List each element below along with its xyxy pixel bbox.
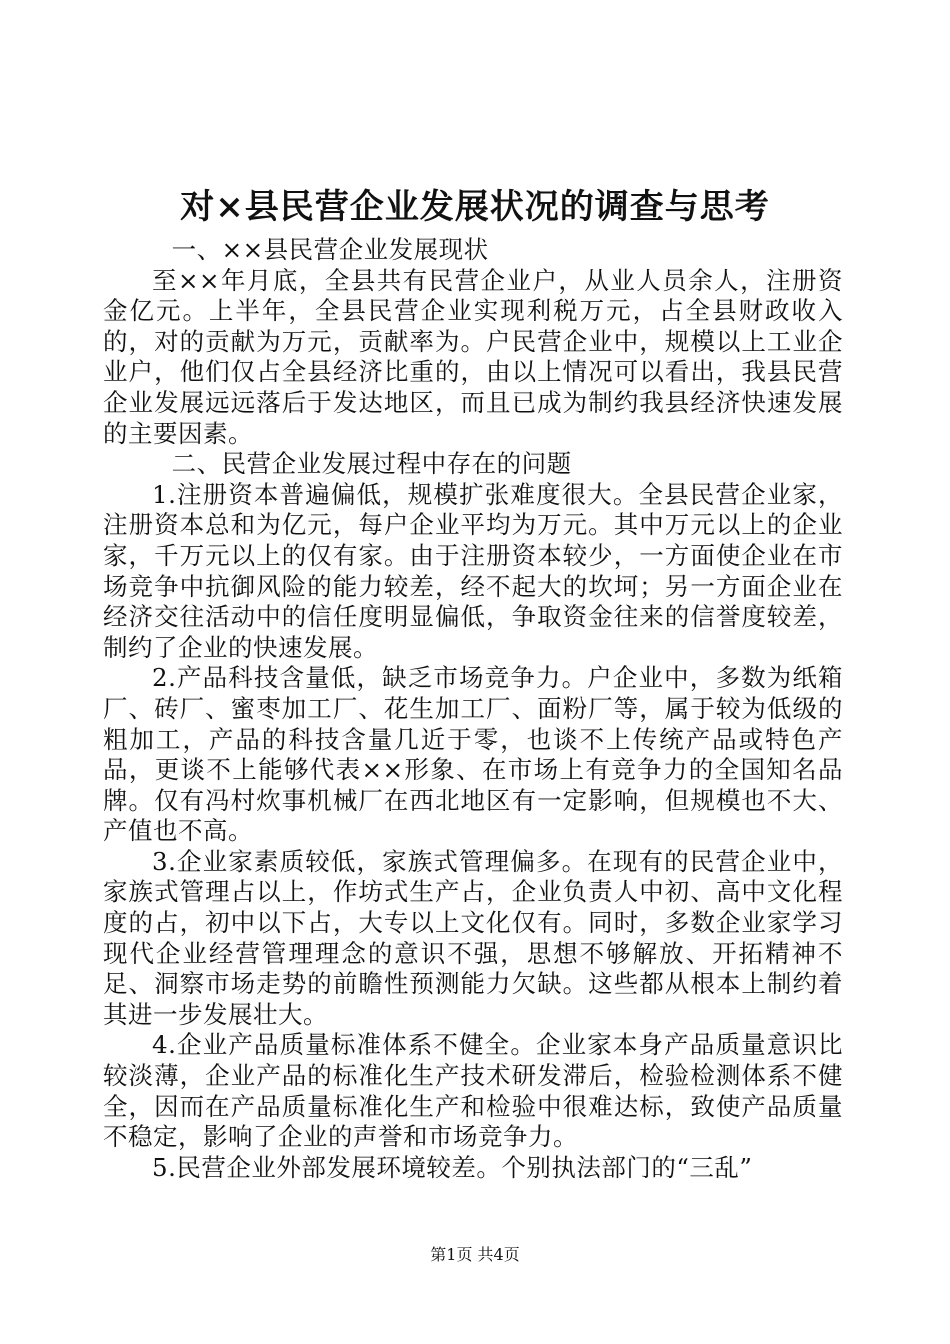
document-title: 对×县民营企业发展状况的调查与思考 [180, 187, 770, 227]
section-heading-2: 二、民营企业发展过程中存在的问题 [171, 449, 572, 479]
paragraph-problem-4: 4.企业产品质量标准体系不健全。企业家本身产品质量意识比较淡薄，企业产品的标准化生产技术研发滞后，检验检测体系不健全，因而在产品质量标准化生产和检验中很难达标，致使产品质量不稳定，影响了企业的声誉和市场竞争力。 [103, 1030, 843, 1152]
paragraph-problem-3: 3.企业家素质较低，家族式管理偏多。在现有的民营企业中，家族式管理占以上，作坊式生产占，企业负责人中初、高中文化程度的占，初中以下占，大专以上文化仅有。同时，多数企业家学习现代企业经营管理理念的意识不强，思想不够解放、开拓精神不足、洞察市场走势的前瞻性预测能力欠缺。这些都从根本上制约着其进一步发展壮大。 [103, 846, 843, 1029]
paragraph-current-status: 至××年月底，全县共有民营企业户，从业人员余人，注册资金亿元。上半年，全县民营企业实现利税万元，占全县财政收入的，对的贡献为万元，贡献率为。户民营企业中，规模以上工业企业户，他们仅占全县经济比重的，由以上情况可以看出，我县民营企业发展远远落后于发达地区，而且已成为制约我县经济快速发展的主要因素。 [103, 265, 843, 448]
paragraph-problem-2: 2.产品科技含量低，缺乏市场竞争力。户企业中，多数为纸箱厂、砖厂、蜜枣加工厂、花生加工厂、面粉厂等，属于较为低级的粗加工，产品的科技含量几近于零，也谈不上传统产品或特色产品，更谈不上能够代表××形象、在市场上有竞争力的全国知名品牌。仅有冯村炊事机械厂在西北地区有一定影响，但规模也不大、产值也不高。 [103, 663, 843, 846]
document-body [103, 235, 843, 1183]
section-heading-1: 一、××县民营企业发展现状 [171, 235, 489, 264]
page-number: 第1页 共4页 [430, 1245, 520, 1264]
paragraph-problem-1: 1.注册资本普遍偏低，规模扩张难度很大。全县民营企业家，注册资本总和为亿元，每户企业平均为万元。其中万元以上的企业家，千万元以上的仅有家。由于注册资本较少，一方面使企业在市场竞争中抗御风险的能力较差，经不起大的坎坷；另一方面企业在经济交往活动中的信任度明显偏低，争取资金往来的信誉度较差，制约了企业的快速发展。 [103, 479, 843, 662]
paragraph-problem-5: 5.民营企业外部发展环境较差。个别执法部门的“三乱” [152, 1152, 753, 1182]
